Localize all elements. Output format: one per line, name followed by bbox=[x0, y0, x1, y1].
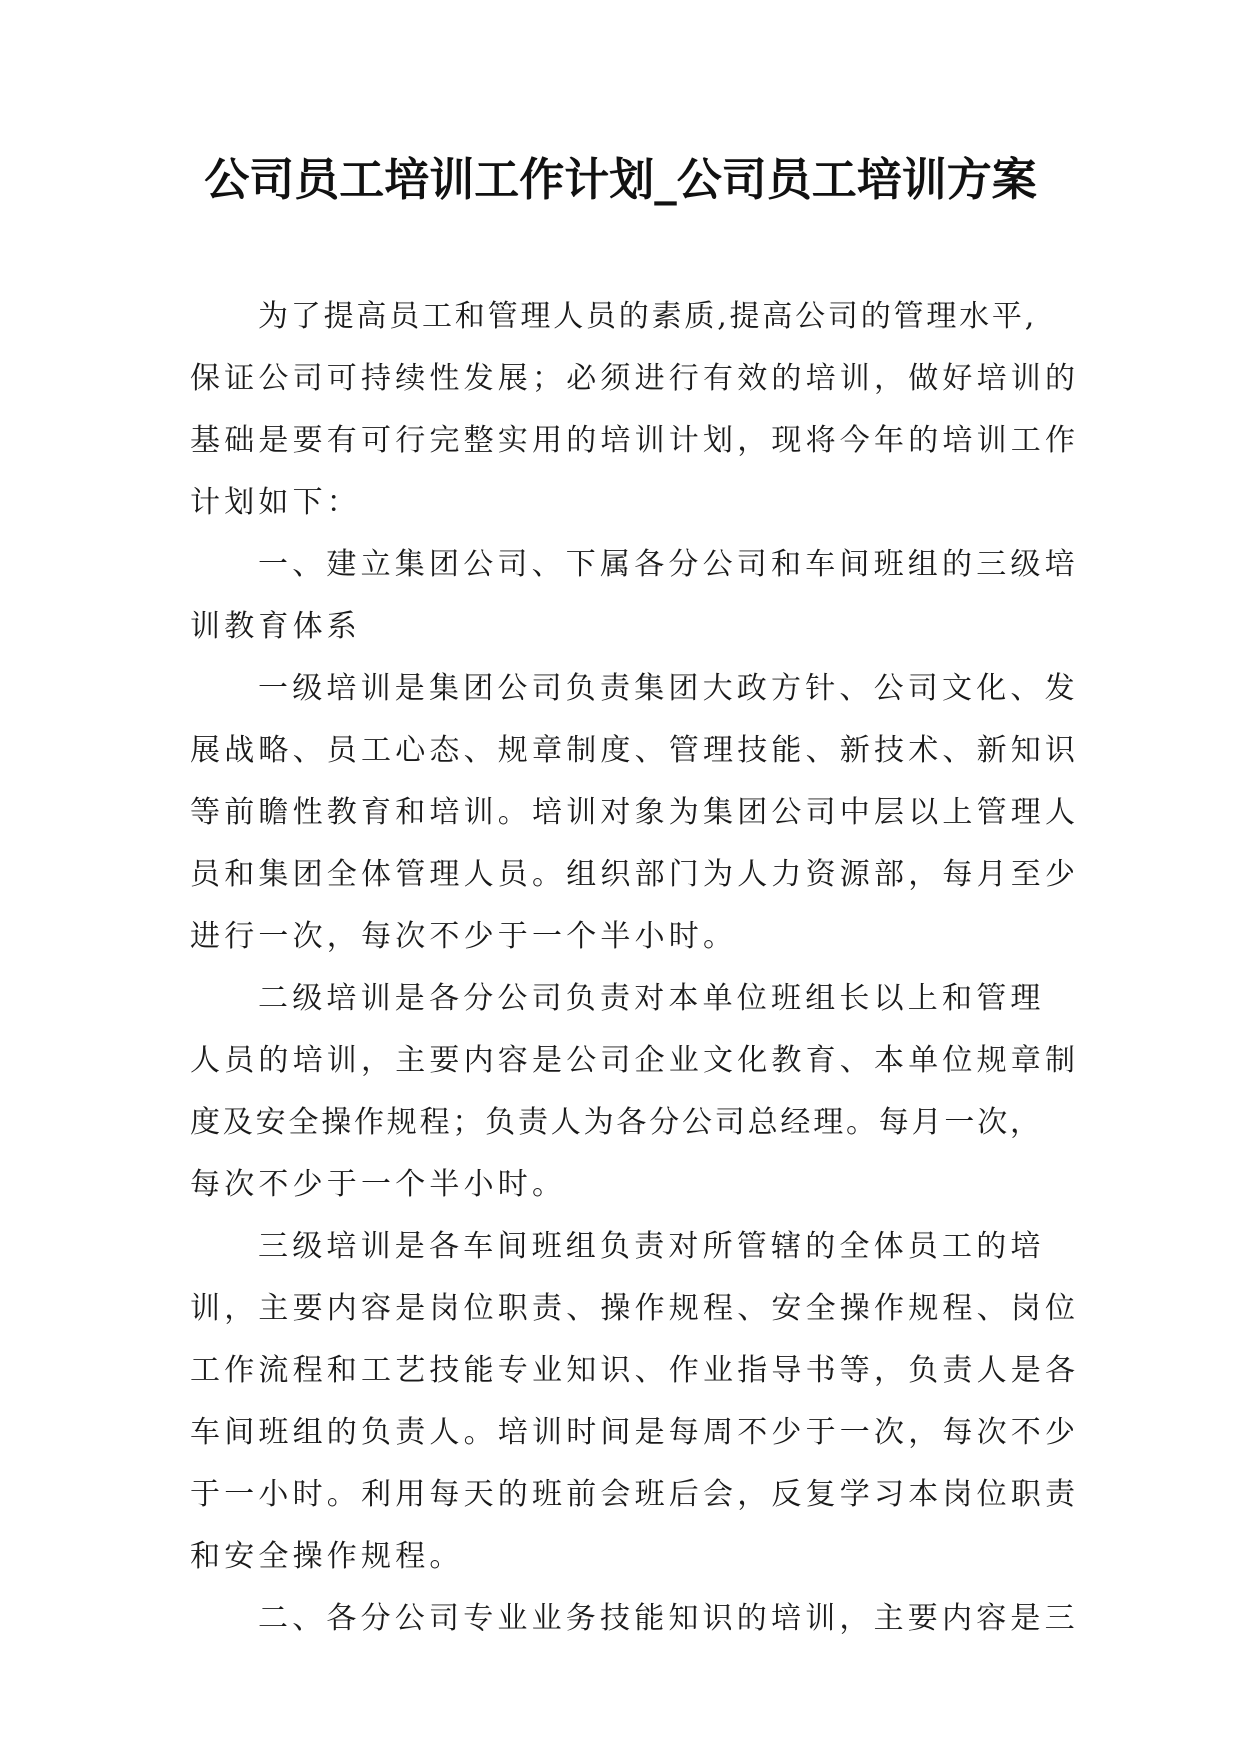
document-body bbox=[190, 286, 1080, 1650]
paragraph-line: 于一小时。利用每天的班前会班后会，反复学习本岗位职责 bbox=[190, 1477, 1080, 1512]
paragraph-line: 保证公司可持续性发展；必须进行有效的培训，做好培训的 bbox=[190, 361, 1080, 396]
paragraph-line: 展战略、员工心态、规章制度、管理技能、新技术、新知识 bbox=[190, 733, 1080, 768]
paragraph-line: 度及安全操作规程；负责人为各分公司总经理。每月一次， bbox=[190, 1105, 1043, 1140]
paragraph-line: 工作流程和工艺技能专业知识、作业指导书等，负责人是各 bbox=[190, 1353, 1080, 1388]
paragraph-line: 车间班组的负责人。培训时间是每周不少于一次，每次不少 bbox=[190, 1415, 1080, 1450]
section-heading-2 bbox=[190, 1588, 1079, 1650]
section-heading-1 bbox=[190, 534, 1079, 658]
paragraph-line: 二级培训是各分公司负责对本单位班组长以上和管理 bbox=[258, 981, 1045, 1016]
paragraph-level-1-training bbox=[190, 658, 1080, 968]
paragraph-line: 基础是要有可行完整实用的培训计划，现将今年的培训工作 bbox=[190, 423, 1080, 458]
paragraph-level-2-training bbox=[190, 968, 1080, 1216]
paragraph-line: 人员的培训，主要内容是公司企业文化教育、本单位规章制 bbox=[190, 1043, 1080, 1078]
paragraph-intro bbox=[190, 286, 1080, 534]
paragraph-line: 三级培训是各车间班组负责对所管辖的全体员工的培 bbox=[258, 1229, 1045, 1264]
paragraph-line: 计划如下： bbox=[190, 485, 361, 520]
paragraph-line: 二、各分公司专业业务技能知识的培训，主要内容是三 bbox=[258, 1601, 1079, 1636]
paragraph-line: 训教育体系 bbox=[190, 609, 361, 644]
document-title: 公司员工培训工作计划_公司员工培训方案 bbox=[204, 153, 1037, 206]
paragraph-line: 每次不少于一个半小时。 bbox=[190, 1167, 567, 1202]
paragraph-line: 一级培训是集团公司负责集团大政方针、公司文化、发 bbox=[258, 671, 1079, 706]
paragraph-line: 员和集团全体管理人员。组织部门为人力资源部，每月至少 bbox=[190, 857, 1080, 892]
paragraph-line: 等前瞻性教育和培训。培训对象为集团公司中层以上管理人 bbox=[190, 795, 1080, 830]
paragraph-line: 训，主要内容是岗位职责、操作规程、安全操作规程、岗位 bbox=[190, 1291, 1080, 1326]
paragraph-line: 为了提高员工和管理人员的素质,提高公司的管理水平, bbox=[258, 299, 1038, 334]
paragraph-level-3-training bbox=[190, 1216, 1080, 1588]
paragraph-line: 和安全操作规程。 bbox=[190, 1539, 464, 1574]
paragraph-line: 进行一次，每次不少于一个半小时。 bbox=[190, 919, 738, 954]
paragraph-line: 一、建立集团公司、下属各分公司和车间班组的三级培 bbox=[258, 547, 1079, 582]
